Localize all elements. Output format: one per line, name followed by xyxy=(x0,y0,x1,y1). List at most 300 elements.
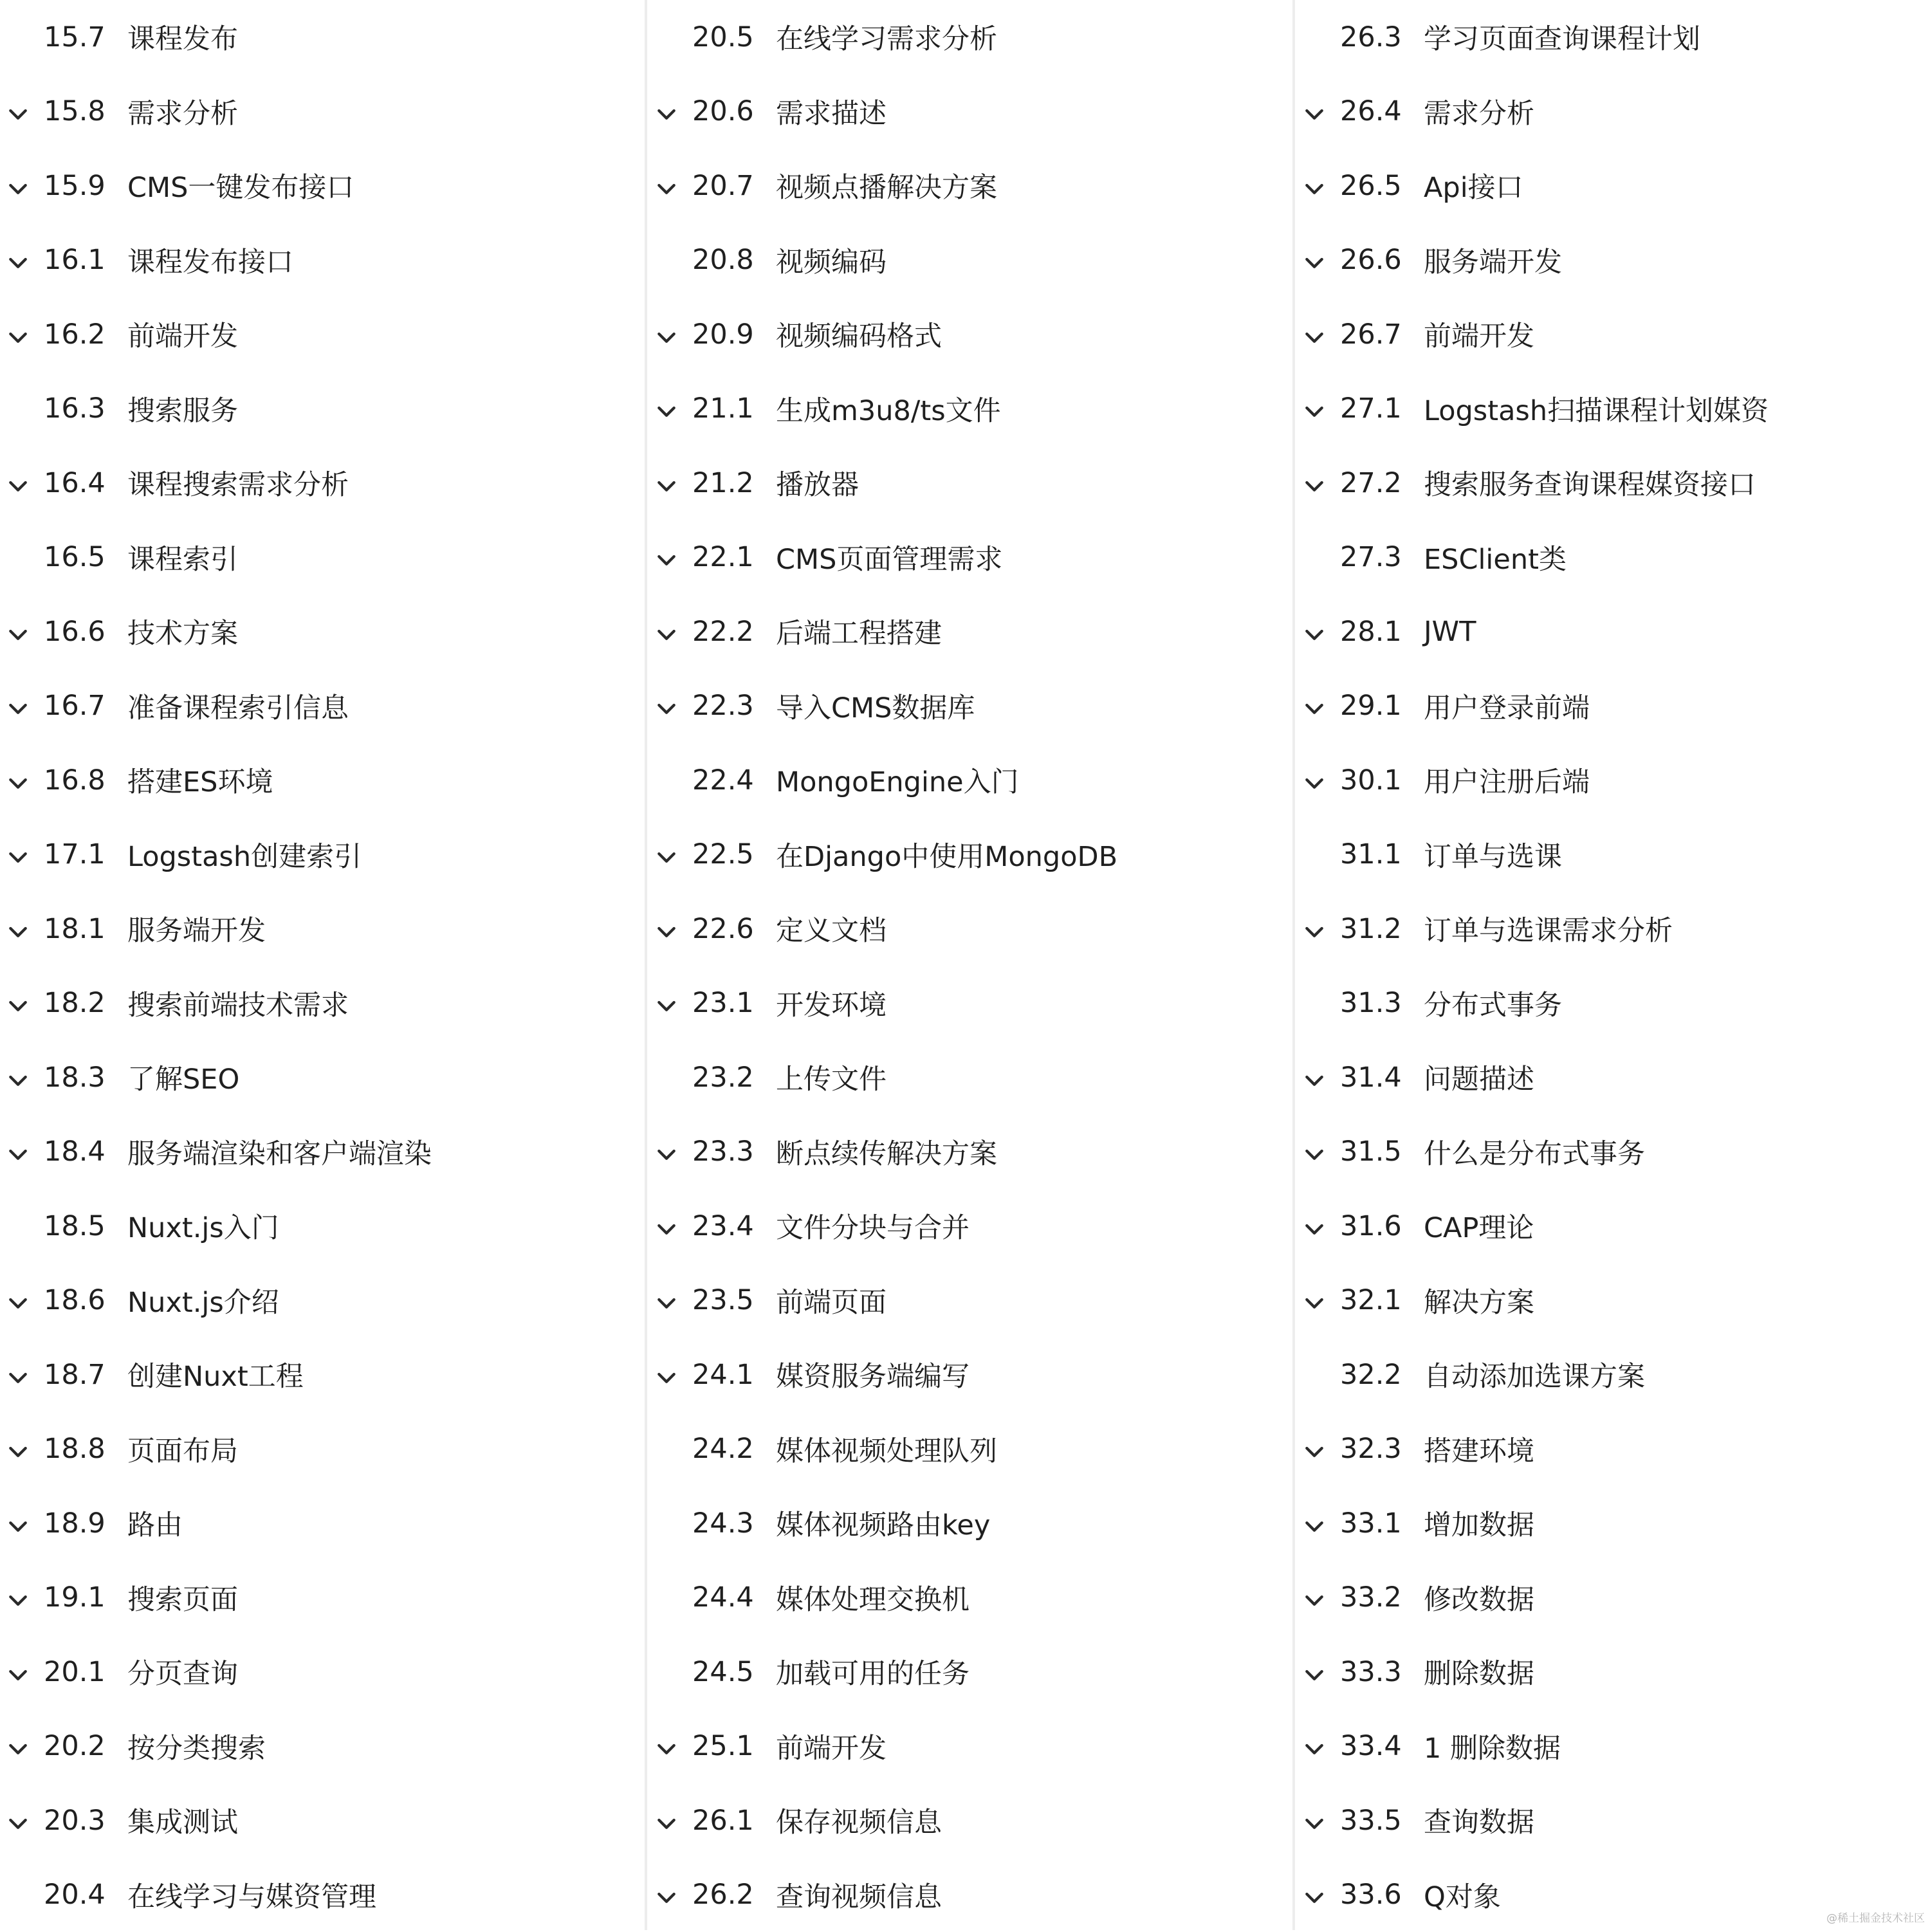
toc-item-title: 用户登录前端 xyxy=(1424,686,1590,726)
toc-item-number: 23.4 xyxy=(692,1210,754,1242)
toc-item-number: 18.1 xyxy=(44,913,106,945)
toc-item-title: 课程发布 xyxy=(127,17,238,57)
toc-item-number: 18.2 xyxy=(44,987,106,1019)
toc-item[interactable] xyxy=(648,1783,1295,1858)
chevron-down-icon[interactable] xyxy=(5,1141,31,1167)
chevron-down-icon[interactable] xyxy=(654,1810,679,1836)
toc-item-number: 22.5 xyxy=(692,838,754,870)
chevron-down-icon[interactable] xyxy=(5,1662,31,1688)
toc-item-title: 修改数据 xyxy=(1424,1578,1534,1617)
toc-item-number: 16.4 xyxy=(44,467,106,499)
toc-item-number: 16.1 xyxy=(44,244,106,276)
toc-item[interactable] xyxy=(648,1709,1295,1784)
toc-item[interactable] xyxy=(1296,1783,1930,1858)
toc-item-title: 搜索服务查询课程媒资接口 xyxy=(1424,463,1756,502)
toc-item-number: 32.3 xyxy=(1340,1433,1402,1465)
toc-item-title: CMS一键发布接口 xyxy=(127,166,354,205)
chevron-down-icon[interactable] xyxy=(5,919,31,944)
chevron-down-icon[interactable] xyxy=(1301,176,1327,201)
chevron-down-icon[interactable] xyxy=(5,1290,31,1316)
toc-item-number: 25.1 xyxy=(692,1730,754,1762)
toc-item-number: 20.9 xyxy=(692,318,754,351)
toc-item-number: 16.5 xyxy=(44,541,106,573)
toc-item-number: 33.5 xyxy=(1340,1805,1402,1837)
toc-item-number: 26.5 xyxy=(1340,170,1402,202)
toc-item-title: 生成m3u8/ts文件 xyxy=(776,389,1001,428)
toc-item-number: 23.2 xyxy=(692,1062,754,1094)
chevron-down-icon[interactable] xyxy=(5,1067,31,1093)
toc-item-number: 33.4 xyxy=(1340,1730,1402,1762)
toc-item-number: 26.1 xyxy=(692,1805,754,1837)
toc-item-number: 20.7 xyxy=(692,170,754,202)
toc-item-number: 20.1 xyxy=(44,1656,106,1688)
toc-item[interactable] xyxy=(0,0,647,75)
toc-item-number: 22.4 xyxy=(692,764,754,796)
chevron-down-icon[interactable] xyxy=(1301,1810,1327,1836)
toc-item-title: 搜索前端技术需求 xyxy=(127,984,349,1023)
toc-item-number: 31.4 xyxy=(1340,1062,1402,1094)
toc-item-title: 了解SEO xyxy=(127,1058,239,1097)
chevron-down-icon[interactable] xyxy=(5,101,31,127)
toc-item-number: 27.2 xyxy=(1340,467,1402,499)
toc-item-title: 删除数据 xyxy=(1424,1652,1534,1691)
toc-item[interactable] xyxy=(1296,818,1930,892)
toc-item[interactable] xyxy=(0,1635,647,1709)
chevron-down-icon[interactable] xyxy=(654,176,679,201)
chevron-down-icon[interactable] xyxy=(1301,1736,1327,1762)
chevron-down-icon[interactable] xyxy=(1301,770,1327,796)
toc-item-number: 28.1 xyxy=(1340,616,1402,648)
toc-item-number: 33.2 xyxy=(1340,1581,1402,1614)
chevron-down-icon[interactable] xyxy=(5,1810,31,1836)
toc-item-number: 31.2 xyxy=(1340,913,1402,945)
toc-item[interactable] xyxy=(0,1561,647,1635)
toc-item[interactable] xyxy=(648,669,1295,744)
chevron-down-icon[interactable] xyxy=(1301,621,1327,647)
toc-item-title: 定义文档 xyxy=(776,909,887,948)
toc-item-title: 媒体视频处理队列 xyxy=(776,1430,997,1469)
toc-column-3 xyxy=(1296,0,1930,1930)
toc-item-title: 媒体处理交换机 xyxy=(776,1578,970,1617)
toc-item-number: 21.1 xyxy=(692,392,754,425)
chevron-down-icon[interactable] xyxy=(5,993,31,1018)
toc-item-number: 24.3 xyxy=(692,1507,754,1540)
chevron-down-icon[interactable] xyxy=(1301,1290,1327,1316)
toc-item-title: 分布式事务 xyxy=(1424,984,1562,1023)
toc-item-number: 22.2 xyxy=(692,616,754,648)
toc-item-title: 断点续传解决方案 xyxy=(776,1132,997,1172)
toc-item-number: 29.1 xyxy=(1340,690,1402,722)
toc-item[interactable] xyxy=(648,1189,1295,1264)
toc-item-title: 增加数据 xyxy=(1424,1504,1534,1543)
toc-item-number: 15.8 xyxy=(44,95,106,127)
toc-item[interactable] xyxy=(648,520,1295,595)
toc-item[interactable] xyxy=(648,966,1295,1041)
toc-item[interactable] xyxy=(0,520,647,595)
chevron-down-icon[interactable] xyxy=(5,1736,31,1762)
toc-item[interactable] xyxy=(1296,1486,1930,1561)
toc-item-number: 26.7 xyxy=(1340,318,1402,351)
toc-item-number: 19.1 xyxy=(44,1581,106,1614)
toc-item-title: 查询视频信息 xyxy=(776,1875,942,1915)
chevron-down-icon[interactable] xyxy=(654,547,679,573)
toc-item-number: 24.2 xyxy=(692,1433,754,1465)
toc-item-title: 在Django中使用MongoDB xyxy=(776,835,1117,874)
toc-item[interactable] xyxy=(1296,372,1930,446)
toc-item-title: 在线学习需求分析 xyxy=(776,17,997,57)
toc-item[interactable] xyxy=(648,1338,1295,1412)
toc-item-number: 20.8 xyxy=(692,244,754,276)
toc-item-number: 33.1 xyxy=(1340,1507,1402,1540)
toc-item[interactable] xyxy=(1296,223,1930,298)
toc-column-1 xyxy=(0,0,647,1930)
toc-item-number: 15.7 xyxy=(44,21,106,53)
toc-item-number: 22.1 xyxy=(692,541,754,573)
toc-item[interactable] xyxy=(648,1858,1295,1932)
toc-item-number: 23.1 xyxy=(692,987,754,1019)
toc-item-title: 需求描述 xyxy=(776,92,887,131)
toc-item[interactable] xyxy=(1296,1412,1930,1487)
chevron-down-icon[interactable] xyxy=(5,176,31,201)
toc-item-number: 21.2 xyxy=(692,467,754,499)
toc-item-title: 前端页面 xyxy=(776,1281,887,1320)
toc-item-number: 30.1 xyxy=(1340,764,1402,796)
chevron-down-icon[interactable] xyxy=(654,1365,679,1390)
toc-item-number: 18.7 xyxy=(44,1359,106,1391)
toc-item-number: 20.3 xyxy=(44,1805,106,1837)
toc-item-number: 20.2 xyxy=(44,1730,106,1762)
chevron-down-icon[interactable] xyxy=(1301,473,1327,499)
chevron-down-icon[interactable] xyxy=(5,621,31,647)
toc-item-title: Logstash创建索引 xyxy=(127,835,362,874)
toc-item-title: Logstash扫描课程计划媒资 xyxy=(1424,389,1769,428)
toc-item[interactable] xyxy=(0,1412,647,1487)
toc-item[interactable] xyxy=(0,1115,647,1190)
toc-item-number: 18.6 xyxy=(44,1284,106,1316)
toc-item-title: 后端工程搭建 xyxy=(776,612,942,651)
chevron-down-icon[interactable] xyxy=(1301,1141,1327,1167)
toc-item-title: 创建Nuxt工程 xyxy=(127,1355,304,1394)
chevron-down-icon[interactable] xyxy=(654,398,679,424)
toc-item-title: 学习页面查询课程计划 xyxy=(1424,17,1700,57)
toc-item-title: 按分类搜索 xyxy=(127,1727,266,1766)
chevron-down-icon[interactable] xyxy=(1301,695,1327,721)
chevron-down-icon[interactable] xyxy=(1301,324,1327,350)
toc-item-title: 服务端开发 xyxy=(1424,241,1562,280)
toc-item[interactable] xyxy=(0,1338,647,1412)
toc-item-number: 31.6 xyxy=(1340,1210,1402,1242)
toc-item[interactable] xyxy=(648,1635,1295,1709)
toc-item-title: 订单与选课 xyxy=(1424,835,1562,874)
toc-item[interactable] xyxy=(1296,966,1930,1041)
toc-item-number: 23.5 xyxy=(692,1284,754,1316)
toc-item[interactable] xyxy=(0,669,647,744)
toc-item[interactable] xyxy=(0,223,647,298)
toc-item[interactable] xyxy=(1296,297,1930,372)
chevron-down-icon[interactable] xyxy=(5,1439,31,1464)
toc-column-2 xyxy=(648,0,1295,1930)
toc-item-title: 视频编码 xyxy=(776,241,887,280)
toc-item[interactable] xyxy=(648,372,1295,446)
toc-item-title: 搭建ES环境 xyxy=(127,760,273,800)
toc-item-title: 文件分块与合并 xyxy=(776,1206,970,1246)
toc-item-number: 20.5 xyxy=(692,21,754,53)
toc-item-title: 1 删除数据 xyxy=(1424,1727,1561,1766)
toc-item[interactable] xyxy=(648,892,1295,966)
chevron-down-icon[interactable] xyxy=(654,1884,679,1910)
toc-item[interactable] xyxy=(648,1040,1295,1115)
toc-item-title: 课程搜索需求分析 xyxy=(127,463,349,502)
toc-item-title: 视频点播解决方案 xyxy=(776,166,997,205)
chevron-down-icon[interactable] xyxy=(1301,1216,1327,1242)
toc-item-title: Q对象 xyxy=(1424,1875,1501,1915)
toc-item[interactable] xyxy=(1296,743,1930,818)
chevron-down-icon[interactable] xyxy=(5,770,31,796)
toc-item-number: 31.5 xyxy=(1340,1136,1402,1168)
toc-item-title: 视频编码格式 xyxy=(776,315,942,354)
toc-item-number: 33.6 xyxy=(1340,1879,1402,1911)
chevron-down-icon[interactable] xyxy=(654,473,679,499)
toc-item-number: 24.4 xyxy=(692,1581,754,1614)
toc-item[interactable] xyxy=(648,1264,1295,1338)
chevron-down-icon[interactable] xyxy=(5,250,31,275)
toc-item-title: 在线学习与媒资管理 xyxy=(127,1875,376,1915)
toc-item-number: 20.6 xyxy=(692,95,754,127)
toc-item-number: 24.1 xyxy=(692,1359,754,1391)
toc-item[interactable] xyxy=(0,1189,647,1264)
toc-item-title: 前端开发 xyxy=(127,315,238,354)
toc-item[interactable] xyxy=(0,446,647,520)
toc-item[interactable] xyxy=(0,1486,647,1561)
toc-item-title: CMS页面管理需求 xyxy=(776,538,1002,577)
toc-item-number: 22.6 xyxy=(692,913,754,945)
toc-item[interactable] xyxy=(648,818,1295,892)
toc-item-title: 用户注册后端 xyxy=(1424,760,1590,800)
toc-item[interactable] xyxy=(1296,594,1930,669)
toc-item-title: 保存视频信息 xyxy=(776,1801,942,1840)
chevron-down-icon[interactable] xyxy=(5,473,31,499)
toc-item-title: 上传文件 xyxy=(776,1058,887,1097)
toc-item[interactable] xyxy=(648,297,1295,372)
toc-item-title: 订单与选课需求分析 xyxy=(1424,909,1673,948)
toc-item[interactable] xyxy=(0,743,647,818)
chevron-down-icon[interactable] xyxy=(654,1290,679,1316)
toc-list xyxy=(0,0,647,1932)
toc-item[interactable] xyxy=(0,149,647,223)
toc-item-title: 开发环境 xyxy=(776,984,887,1023)
chevron-down-icon[interactable] xyxy=(654,621,679,647)
toc-item[interactable] xyxy=(648,149,1295,223)
chevron-down-icon[interactable] xyxy=(1301,398,1327,424)
chevron-down-icon[interactable] xyxy=(1301,1587,1327,1613)
toc-item-number: 26.3 xyxy=(1340,21,1402,53)
toc-item-title: 媒体视频路由key xyxy=(776,1504,990,1543)
toc-item[interactable] xyxy=(1296,1115,1930,1190)
toc-item-title: 搭建环境 xyxy=(1424,1430,1534,1469)
chevron-down-icon[interactable] xyxy=(5,695,31,721)
toc-item-title: 导入CMS数据库 xyxy=(776,686,975,726)
toc-item-number: 16.6 xyxy=(44,616,106,648)
chevron-down-icon[interactable] xyxy=(654,1736,679,1762)
toc-item[interactable] xyxy=(0,594,647,669)
toc-item[interactable] xyxy=(1296,892,1930,966)
toc-item-number: 18.5 xyxy=(44,1210,106,1242)
toc-item-number: 32.1 xyxy=(1340,1284,1402,1316)
chevron-down-icon[interactable] xyxy=(5,1587,31,1613)
toc-item-title: ESClient类 xyxy=(1424,538,1567,577)
toc-item-number: 18.3 xyxy=(44,1062,106,1094)
toc-item-title: 服务端开发 xyxy=(127,909,266,948)
chevron-down-icon[interactable] xyxy=(1301,1662,1327,1688)
toc-item-title: 媒资服务端编写 xyxy=(776,1355,970,1394)
toc-item[interactable] xyxy=(1296,0,1930,75)
toc-item-title: 自动添加选课方案 xyxy=(1424,1355,1645,1394)
toc-item-number: 16.2 xyxy=(44,318,106,351)
toc-item[interactable] xyxy=(0,1783,647,1858)
toc-item[interactable] xyxy=(0,75,647,149)
toc-item[interactable] xyxy=(1296,1189,1930,1264)
toc-item-number: 18.4 xyxy=(44,1136,106,1168)
toc-item-title: Nuxt.js介绍 xyxy=(127,1281,279,1320)
toc-item-title: MongoEngine入门 xyxy=(776,760,1019,800)
toc-item-title: 集成测试 xyxy=(127,1801,238,1840)
toc-item-title: 前端开发 xyxy=(1424,315,1534,354)
toc-item[interactable] xyxy=(1296,75,1930,149)
chevron-down-icon[interactable] xyxy=(654,324,679,350)
toc-item-number: 18.8 xyxy=(44,1433,106,1465)
toc-item[interactable] xyxy=(0,1858,647,1932)
chevron-down-icon[interactable] xyxy=(5,324,31,350)
toc-item[interactable] xyxy=(648,594,1295,669)
toc-list xyxy=(1296,0,1930,1932)
toc-item[interactable] xyxy=(0,892,647,966)
toc-item-number: 20.4 xyxy=(44,1879,106,1911)
toc-item-number: 33.3 xyxy=(1340,1656,1402,1688)
toc-item-title: 准备课程索引信息 xyxy=(127,686,349,726)
toc-item[interactable] xyxy=(1296,669,1930,744)
toc-item[interactable] xyxy=(0,966,647,1041)
toc-item-title: Nuxt.js入门 xyxy=(127,1206,279,1246)
chevron-down-icon[interactable] xyxy=(654,101,679,127)
toc-item[interactable] xyxy=(1296,1561,1930,1635)
toc-item[interactable] xyxy=(1296,1338,1930,1412)
toc-item-title: 加载可用的任务 xyxy=(776,1652,970,1691)
chevron-down-icon[interactable] xyxy=(1301,1439,1327,1464)
toc-item-title: 分页查询 xyxy=(127,1652,238,1691)
toc-item-title: 技术方案 xyxy=(127,612,238,651)
toc-item-title: 搜索页面 xyxy=(127,1578,238,1617)
toc-item[interactable] xyxy=(648,75,1295,149)
toc-item-number: 18.9 xyxy=(44,1507,106,1540)
toc-item-title: 前端开发 xyxy=(776,1727,887,1766)
toc-item[interactable] xyxy=(0,1040,647,1115)
toc-item-number: 27.1 xyxy=(1340,392,1402,425)
toc-item-title: 课程发布接口 xyxy=(127,241,293,280)
toc-item-number: 16.8 xyxy=(44,764,106,796)
toc-item[interactable] xyxy=(1296,520,1930,595)
chevron-down-icon[interactable] xyxy=(654,919,679,944)
toc-item[interactable] xyxy=(648,0,1295,75)
toc-list xyxy=(648,0,1295,1932)
watermark: @稀土掘金技术社区 xyxy=(1826,1909,1925,1925)
toc-item-title: CAP理论 xyxy=(1424,1206,1534,1246)
toc-item-number: 31.3 xyxy=(1340,987,1402,1019)
toc-item-title: 问题描述 xyxy=(1424,1058,1534,1097)
toc-item[interactable] xyxy=(1296,149,1930,223)
chevron-down-icon[interactable] xyxy=(654,695,679,721)
toc-item-title: 课程索引 xyxy=(127,538,238,577)
toc-item[interactable] xyxy=(1296,1709,1930,1784)
toc-item-title: 查询数据 xyxy=(1424,1801,1534,1840)
toc-item[interactable] xyxy=(0,1709,647,1784)
toc-item-title: 路由 xyxy=(127,1504,183,1543)
toc-item-title: 解决方案 xyxy=(1424,1281,1534,1320)
toc-item-title: 搜索服务 xyxy=(127,389,238,428)
toc-item[interactable] xyxy=(648,1561,1295,1635)
toc-item-number: 31.1 xyxy=(1340,838,1402,870)
chevron-down-icon[interactable] xyxy=(1301,101,1327,127)
chevron-down-icon[interactable] xyxy=(1301,1884,1327,1910)
toc-item-number: 15.9 xyxy=(44,170,106,202)
toc-item[interactable] xyxy=(648,223,1295,298)
toc-item-title: 需求分析 xyxy=(1424,92,1534,131)
toc-item-number: 16.3 xyxy=(44,392,106,425)
toc-item-title: 页面布局 xyxy=(127,1430,238,1469)
toc-item-title: 播放器 xyxy=(776,463,859,502)
toc-item[interactable] xyxy=(1296,1635,1930,1709)
toc-item[interactable] xyxy=(648,446,1295,520)
toc-item-number: 17.1 xyxy=(44,838,106,870)
toc-item[interactable] xyxy=(0,297,647,372)
toc-item-number: 23.3 xyxy=(692,1136,754,1168)
chevron-down-icon[interactable] xyxy=(654,993,679,1018)
toc-item-number: 27.3 xyxy=(1340,541,1402,573)
toc-item[interactable] xyxy=(0,1264,647,1338)
toc-item[interactable] xyxy=(648,1412,1295,1487)
chevron-down-icon[interactable] xyxy=(5,1365,31,1390)
chevron-down-icon[interactable] xyxy=(5,1513,31,1539)
chevron-down-icon[interactable] xyxy=(1301,919,1327,944)
toc-item[interactable] xyxy=(648,1115,1295,1190)
toc-item[interactable] xyxy=(648,743,1295,818)
chevron-down-icon[interactable] xyxy=(654,1216,679,1242)
toc-item-number: 24.5 xyxy=(692,1656,754,1688)
toc-item-number: 22.3 xyxy=(692,690,754,722)
toc-item-title: JWT xyxy=(1424,616,1476,648)
toc-item[interactable] xyxy=(648,1486,1295,1561)
chevron-down-icon[interactable] xyxy=(1301,1067,1327,1093)
chevron-down-icon[interactable] xyxy=(5,844,31,870)
toc-item-title: Api接口 xyxy=(1424,166,1523,205)
toc-item[interactable] xyxy=(1296,1040,1930,1115)
toc-item-number: 32.2 xyxy=(1340,1359,1402,1391)
toc-item[interactable] xyxy=(1296,446,1930,520)
chevron-down-icon[interactable] xyxy=(654,1141,679,1167)
chevron-down-icon[interactable] xyxy=(1301,1513,1327,1539)
chevron-down-icon[interactable] xyxy=(1301,250,1327,275)
toc-item-title: 服务端渲染和客户端渲染 xyxy=(127,1132,432,1172)
toc-item[interactable] xyxy=(1296,1264,1930,1338)
toc-item-number: 26.2 xyxy=(692,1879,754,1911)
toc-item-title: 什么是分布式事务 xyxy=(1424,1132,1645,1172)
chevron-down-icon[interactable] xyxy=(654,844,679,870)
toc-item[interactable] xyxy=(0,372,647,446)
toc-item-title: 需求分析 xyxy=(127,92,238,131)
toc-item-number: 16.7 xyxy=(44,690,106,722)
toc-item[interactable] xyxy=(0,818,647,892)
toc-item-number: 26.6 xyxy=(1340,244,1402,276)
toc-item-number: 26.4 xyxy=(1340,95,1402,127)
